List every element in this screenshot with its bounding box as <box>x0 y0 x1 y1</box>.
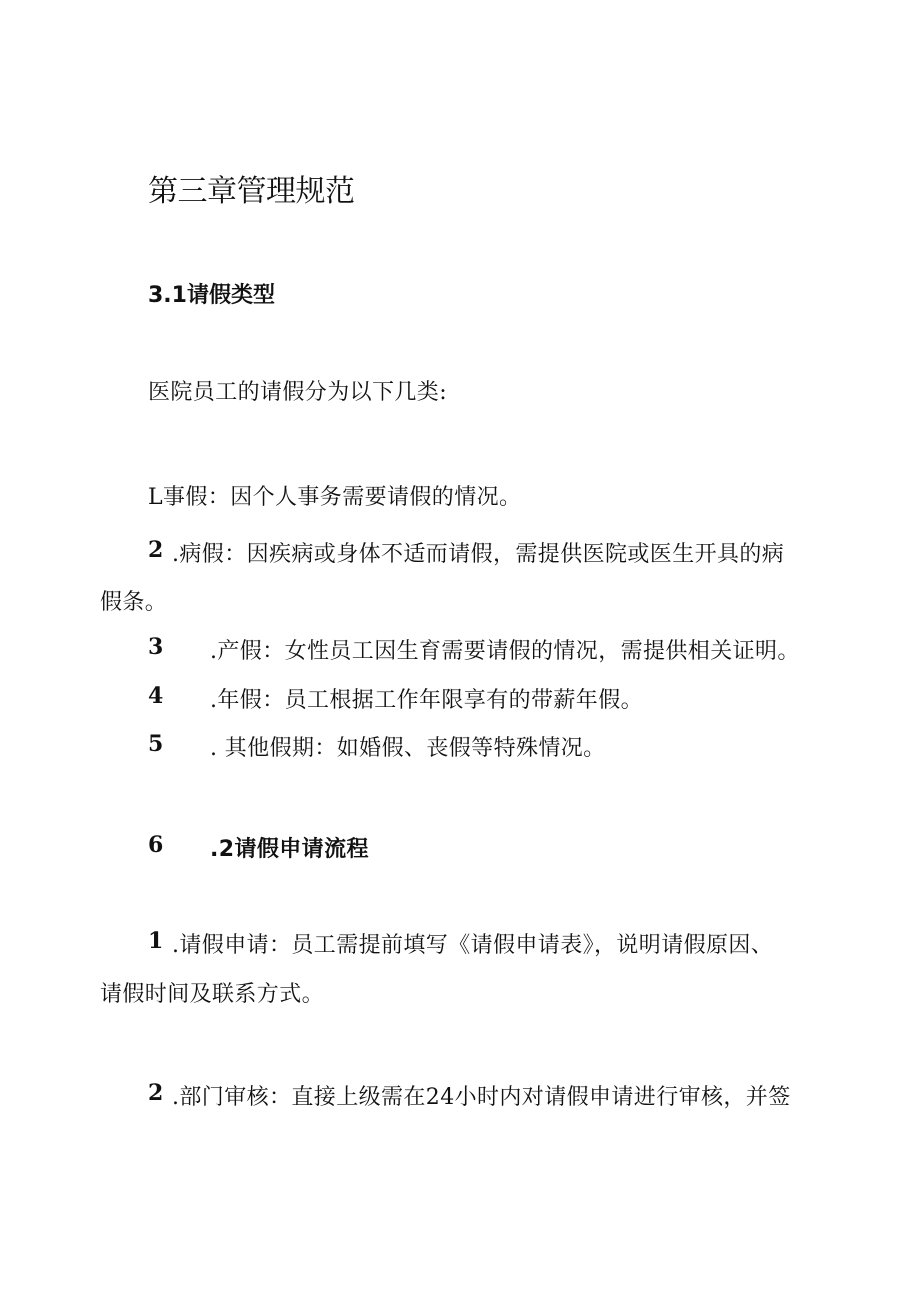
section-number: 6 <box>148 832 164 858</box>
list-item-text: .产假：女性员工因生育需要请假的情况，需提供相关证明。 <box>210 639 800 664</box>
list-item-text: .请假申请：员工需提前填写《请假申请表》，说明请假原因、 <box>172 933 774 958</box>
list-number: 3 <box>148 634 164 660</box>
list-number: 2 <box>148 1080 164 1106</box>
list-item-text: .病假：因疾病或身体不适而请假，需提供医院或医生开具的病 <box>172 542 785 567</box>
list-item-text: . 其他假期：如婚假、丧假等特殊情况。 <box>210 736 606 761</box>
list-item-text-continued: 假条。 <box>100 590 168 615</box>
section-title-leave-types: 3.1请假类型 <box>148 283 275 308</box>
list-number: 2 <box>148 537 164 563</box>
chapter-title: 第三章管理规范 <box>148 174 355 209</box>
list-item-text: .部门审核：直接上级需在24小时内对请假申请进行审核，并签 <box>172 1085 791 1110</box>
intro-paragraph: 医院员工的请假分为以下几类: <box>148 380 448 405</box>
list-number: 5 <box>148 731 164 757</box>
list-item-text-continued: 请假时间及联系方式。 <box>100 982 325 1007</box>
list-item-text: .年假：员工根据工作年限享有的带薪年假。 <box>210 688 643 713</box>
list-number: 4 <box>148 683 164 709</box>
section-title-text: .2请假申请流程 <box>210 837 369 862</box>
list-number: 1 <box>148 928 164 954</box>
leave-item-personal: L事假：因个人事务需要请假的情况。 <box>148 485 522 510</box>
